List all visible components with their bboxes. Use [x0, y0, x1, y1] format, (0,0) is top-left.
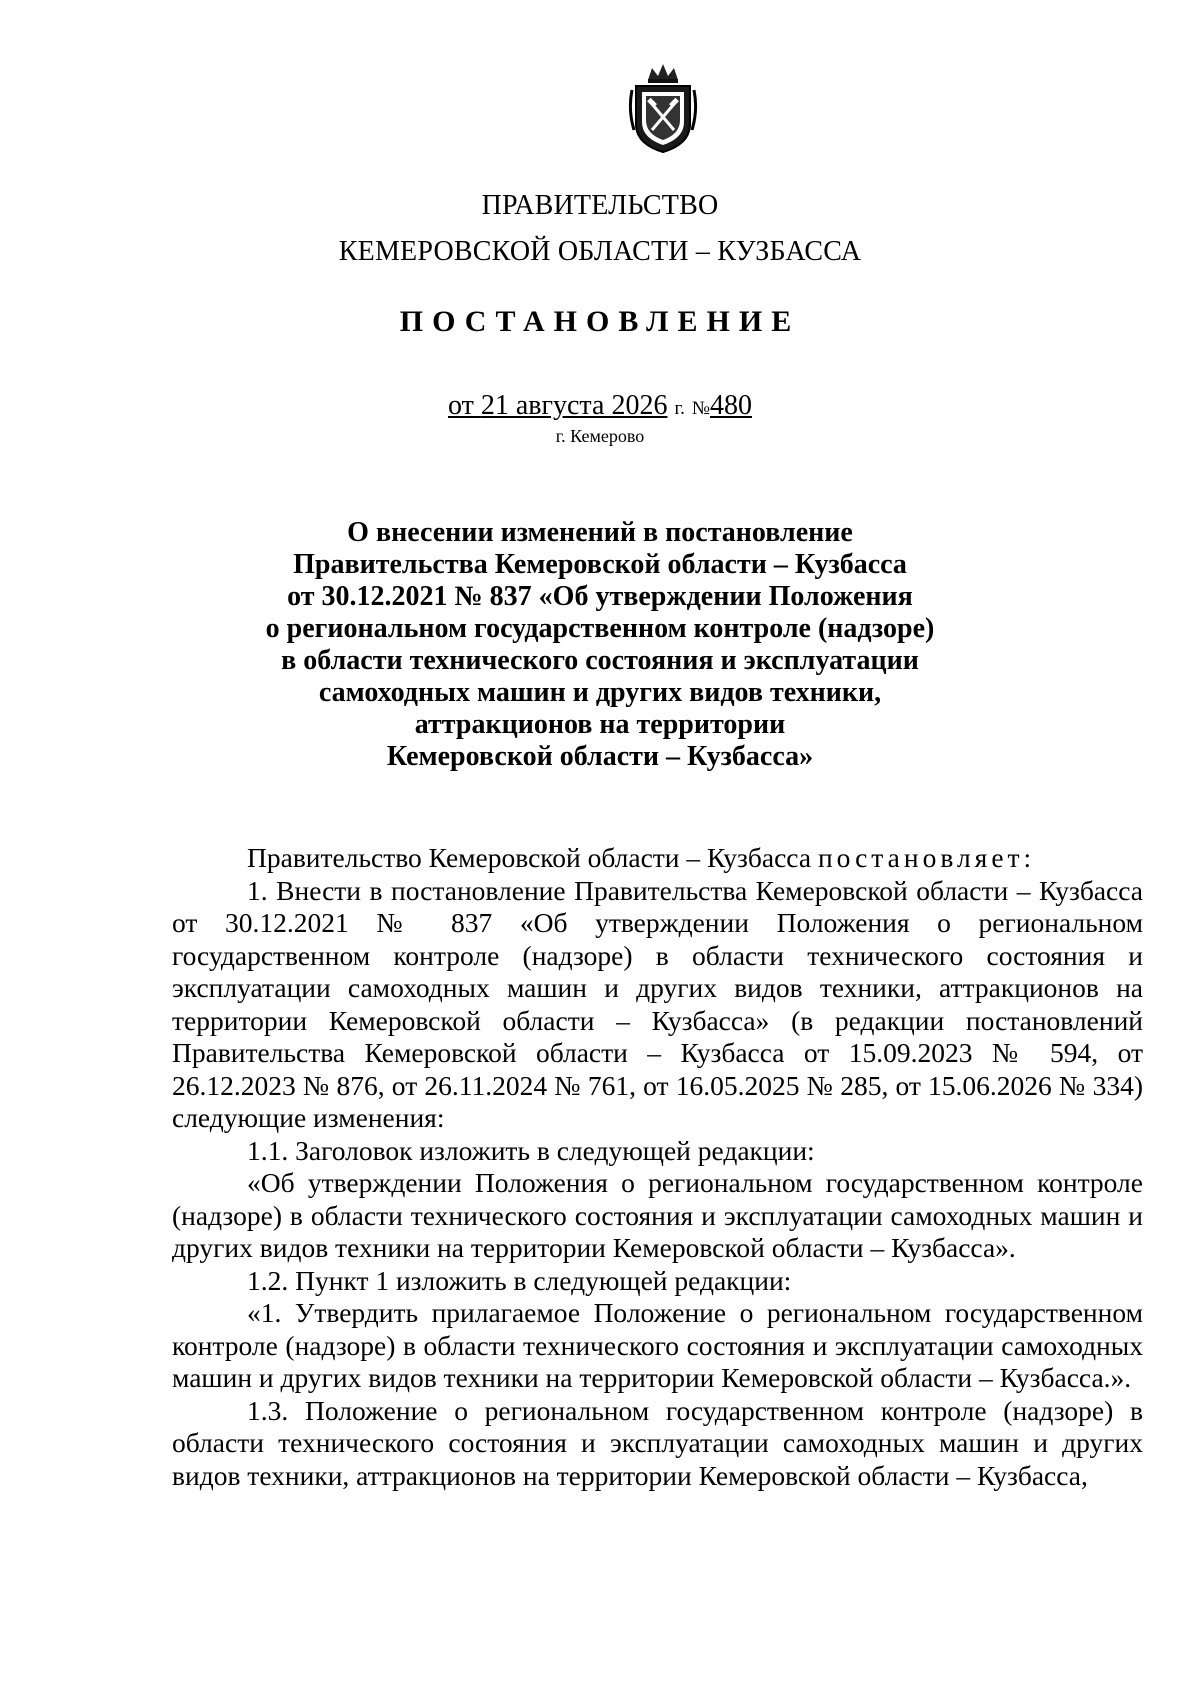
coat-of-arms-emblem	[628, 60, 698, 156]
number-sign: №	[691, 398, 710, 419]
decree-date: 21 августа 2026	[480, 390, 668, 421]
date-number-line	[0, 390, 1200, 422]
subject-line: О внесении изменений в постановление	[347, 517, 853, 548]
date-prefix: от	[448, 390, 481, 421]
subject-line: аттракционов на территории	[414, 709, 786, 740]
intro-paragraph	[172, 842, 1143, 875]
year-abbreviation: г.	[674, 398, 685, 419]
paragraph-1-2-quote: «1. Утвердить прилагаемое Положение о региональном государственном контроле (надзоре) в области технического состояния и эксплуатации самоходных машин и других видов техники на территории Кемеровской области – Кузбасса.».	[172, 1297, 1143, 1393]
city-name: г. Кемерово	[555, 426, 645, 446]
paragraph-1: 1. Внести в постановление Правительства Кемеровской области – Кузбасса от 30.12.2021 № 837 «Об утверждении Положения о региональном государственном контроле (надзоре) в области технического состояния и эксплуатации самоходных машин и других видов техники, аттракционов на территории Кемеровской области – Кузбасса» (в редакции постановлений Правительства Кемеровской области – Кузбасса от 15.09.2023 № 594, от 26.12.2023 № 876, от 26.11.2024 № 761, от 16.05.2025 № 285, от 15.06.2026 № 334) следующие изменения:	[172, 874, 1143, 1133]
intro-tail: :	[1023, 842, 1032, 873]
paragraph-1-2: 1.2. Пункт 1 изложить в следующей редакции:	[247, 1264, 792, 1296]
paragraph-1-3: 1.3. Положение о региональном государственном контроле (надзоре) в области технического состояния и эксплуатации самоходных машин и других видов техники, аттракционов на территории Кемеровской области – Кузбасса,	[172, 1394, 1143, 1491]
decree-body	[172, 842, 1143, 1492]
paragraph-1-1-quote: «Об утверждении Положения о региональном государственном контроле (надзоре) в области технического состояния и эксплуатации самоходных машин и других видов техники на территории Кемеровской области – Кузбасса».	[172, 1167, 1143, 1263]
government-name-line2: КЕМЕРОВСКОЙ ОБЛАСТИ – КУЗБАССА	[338, 236, 862, 267]
subject-line: от 30.12.2021 № 837 «Об утверждении Положения	[287, 581, 913, 612]
document-type-title: ПОСТАНОВЛЕНИЕ	[399, 305, 801, 338]
paragraph-1-1: 1.1. Заголовок изложить в следующей редакции:	[247, 1134, 815, 1166]
subject-line: о региональном государственном контроле (надзоре)	[265, 613, 935, 644]
intro-lead: Правительство Кемеровской области – Кузбасса	[247, 842, 818, 873]
decree-subject-heading	[0, 517, 1200, 773]
intro-decrees-word: постановляет	[817, 842, 1024, 873]
subject-line: Кемеровской области – Кузбасса»	[386, 741, 814, 772]
subject-line: самоходных машин и других видов техники,	[318, 677, 882, 708]
subject-line: в области технического состояния и эксплуатации	[281, 645, 919, 676]
subject-line: Правительства Кемеровской области – Кузбасса	[293, 549, 907, 580]
decree-number: 480	[710, 390, 752, 421]
government-name-line1: ПРАВИТЕЛЬСТВО	[481, 190, 719, 221]
